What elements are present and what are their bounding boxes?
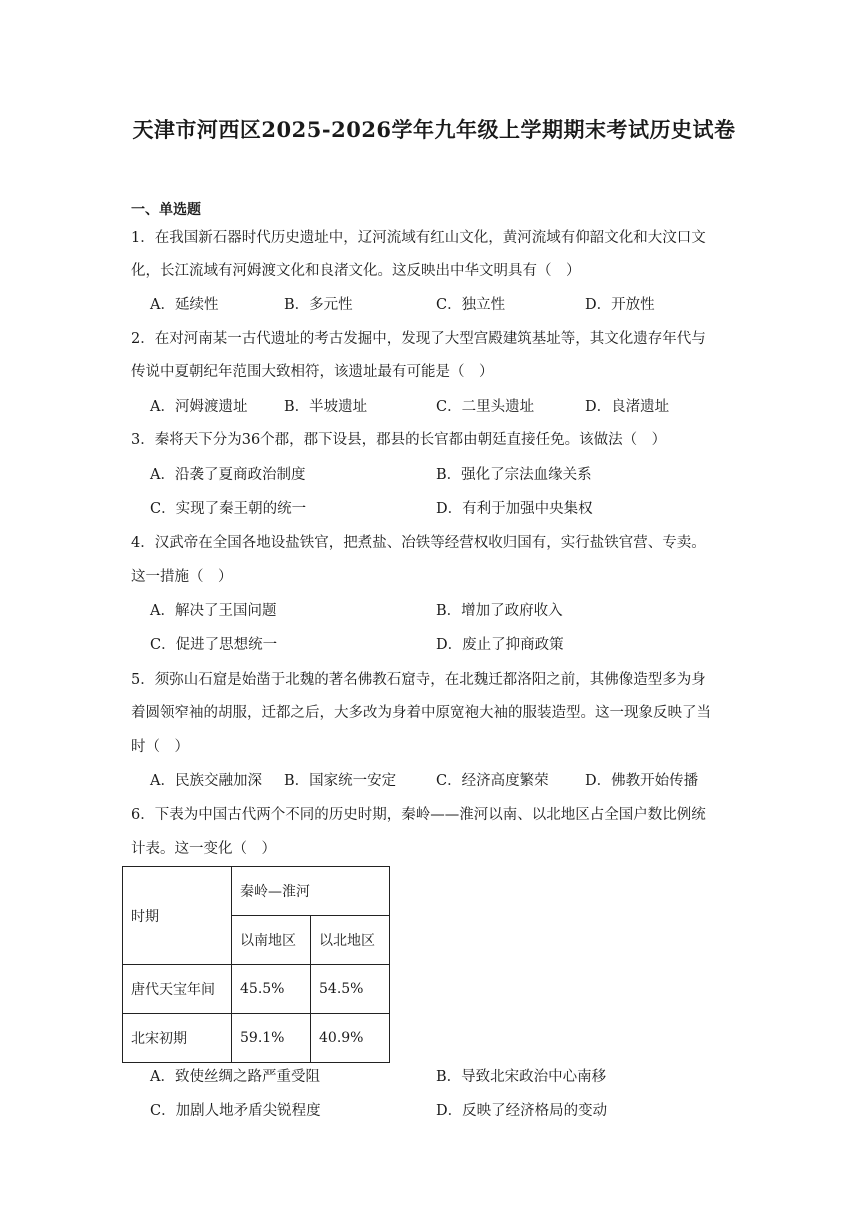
- question-2-line-1: 2．在对河南某一古代遗址的考古发掘中，发现了大型宫殿建筑基址等，其文化遗存年代与: [131, 331, 706, 347]
- question-3-option-d[interactable]: D．有利于加强中央集权: [436, 501, 593, 517]
- question-1-option-d[interactable]: D．开放性: [585, 297, 655, 313]
- question-5-option-b[interactable]: B．国家统一安定: [284, 773, 397, 789]
- household-ratio-table: [122, 866, 390, 1063]
- table-row: [123, 1014, 390, 1063]
- table-cell-north: 40.9%: [311, 1014, 390, 1063]
- table-cell-period: 北宋初期: [123, 1014, 232, 1063]
- question-5-option-c[interactable]: C．经济高度繁荣: [436, 773, 549, 789]
- page-title: 天津市河西区2025-2026学年九年级上学期期末考试历史试卷: [132, 117, 736, 142]
- question-5-line-3: 时（ ）: [131, 739, 189, 755]
- question-6-option-a[interactable]: A．致使丝绸之路严重受阻: [150, 1069, 320, 1085]
- question-4-option-c[interactable]: C．促进了思想统一: [150, 637, 278, 653]
- question-4-option-d[interactable]: D．废止了抑商政策: [436, 637, 564, 653]
- question-5-option-d[interactable]: D．佛教开始传播: [585, 773, 699, 789]
- question-1-line-1: 1．在我国新石器时代历史遗址中，辽河流域有红山文化，黄河流域有仰韶文化和大汶口文: [131, 230, 706, 246]
- question-6-option-b[interactable]: B．导致北宋政治中心南移: [436, 1069, 607, 1085]
- question-1-option-a[interactable]: A．延续性: [150, 297, 219, 313]
- table-cell-north: 54.5%: [311, 965, 390, 1014]
- question-2-option-c[interactable]: C．二里头遗址: [436, 399, 535, 415]
- question-2-line-2: 传说中夏朝纪年范围大致相符，该遗址最有可能是（ ）: [131, 364, 494, 380]
- question-3-option-a[interactable]: A．沿袭了夏商政治制度: [150, 467, 306, 483]
- question-1-option-b[interactable]: B．多元性: [284, 297, 353, 313]
- section-heading: 一、单选题: [131, 202, 201, 218]
- table-cell-period: 唐代天宝年间: [123, 965, 232, 1014]
- question-4-line-1: 4．汉武帝在全国各地设盐铁官，把煮盐、冶铁等经营权收归国有，实行盐铁官营、专卖。: [131, 535, 706, 551]
- question-6-option-c[interactable]: C．加剧人地矛盾尖锐程度: [150, 1103, 321, 1119]
- table-header-south: 以南地区: [232, 916, 311, 965]
- question-2-option-a[interactable]: A．河姆渡遗址: [150, 399, 248, 415]
- question-4-option-b[interactable]: B．增加了政府收入: [436, 603, 563, 619]
- question-6-line-2: 计表。这一变化（ ）: [131, 841, 276, 857]
- question-5-option-a[interactable]: A．民族交融加深: [150, 773, 262, 789]
- question-4-option-a[interactable]: A．解决了王国问题: [150, 603, 277, 619]
- table-row: [123, 965, 390, 1014]
- question-4-line-2: 这一措施（ ）: [131, 569, 233, 585]
- question-3-line-1: 3．秦将天下分为36个郡，郡下设县，郡县的长官都由朝廷直接任免。该做法（ ）: [131, 432, 667, 448]
- question-1-line-2: 化，长江流域有河姆渡文化和良渚文化。这反映出中华文明具有（ ）: [131, 263, 581, 279]
- question-3-option-b[interactable]: B．强化了宗法血缘关系: [436, 467, 592, 483]
- table-cell-south: 59.1%: [232, 1014, 311, 1063]
- table-header-period: 时期: [123, 867, 232, 965]
- question-2-option-b[interactable]: B．半坡遗址: [284, 399, 368, 415]
- question-6-line-1: 6．下表为中国古代两个不同的历史时期，秦岭——淮河以南、以北地区占全国户数比例统: [131, 807, 706, 823]
- question-6-option-d[interactable]: D．反映了经济格局的变动: [436, 1103, 608, 1119]
- question-2-option-d[interactable]: D．良渚遗址: [585, 399, 670, 415]
- question-1-option-c[interactable]: C．独立性: [436, 297, 506, 313]
- table-header-group: 秦岭—淮河: [232, 867, 390, 916]
- question-5-line-2: 着圆领窄袖的胡服，迁都之后，大多改为身着中原宽袍大袖的服装造型。这一现象反映了当: [131, 705, 711, 721]
- question-5-line-1: 5．须弥山石窟是始凿于北魏的著名佛教石窟寺，在北魏迁都洛阳之前，其佛像造型多为身: [131, 672, 706, 688]
- question-3-option-c[interactable]: C．实现了秦王朝的统一: [150, 501, 307, 517]
- table-header-north: 以北地区: [311, 916, 390, 965]
- table-cell-south: 45.5%: [232, 965, 311, 1014]
